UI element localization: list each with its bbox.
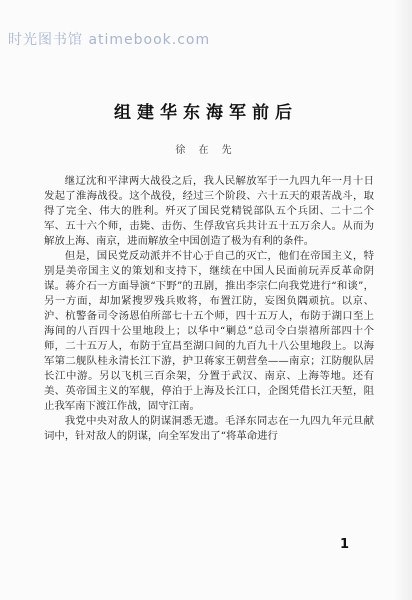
article-body: [44, 174, 374, 444]
paragraph: 继辽沈和平津两大战役之后，我人民解放军于一九四九年一月十日发起了淮海战役。这个战役，经过三个阶段、六十五天的艰苦战斗，取得了完全、伟大的胜利。歼灭了国民党精锐部队五个兵团、二十二个军、五十六个师，击毙、击伤、生俘敌官兵共计五十五万余人。从而为解放上海、南京，进而解放全中国创造了极为有利的条件。: [44, 175, 374, 247]
author-name: 徐 在 先: [175, 145, 237, 156]
page-title: 组建华东海军前后: [114, 103, 298, 123]
watermark: 时光图书馆 atimebook.com: [8, 32, 211, 48]
paragraph: 我党中央对敌人的阴谋洞悉无遗。毛泽东同志在一九四九年元旦献词中，针对敌人的阴谋，向全军发出了“将革命进行: [44, 415, 374, 442]
paragraph: 但是，国民党反动派并不甘心于自己的灭亡，他们在帝国主义，特别是美帝国主义的策划和支持下，继续在中国人民面前玩弄反革命阴谋。蒋介石一方面导演“下野”的丑剧，推出李宗仁向我党进行“和谈”，另一方面，却加紧搜罗残兵败将，布置江防，妄图负隅顽抗。以京、沪、杭警备司令汤恩伯所部七十五个师，四十五万人，布防于湖口至上海间的八百四十公里地段上；以华中“剿总”总司令白崇禧所部四十个师，二十五万人，布防于宜昌至湖口间的九百九十八公里地段上。以海军第二舰队桂永清长江下游，护卫蒋家王朝营垒——南京；江防舰队居长江中游。另以飞机三百余架，分置于武汉、南京、上海等地。还有美、英帝国主义的军舰，停泊于上海及长江口，企图凭借长江天堑，阻止我军南下渡江作战，固守江南。: [44, 250, 374, 412]
scan-shadow: [394, 0, 412, 600]
page-number: 1: [340, 537, 350, 552]
